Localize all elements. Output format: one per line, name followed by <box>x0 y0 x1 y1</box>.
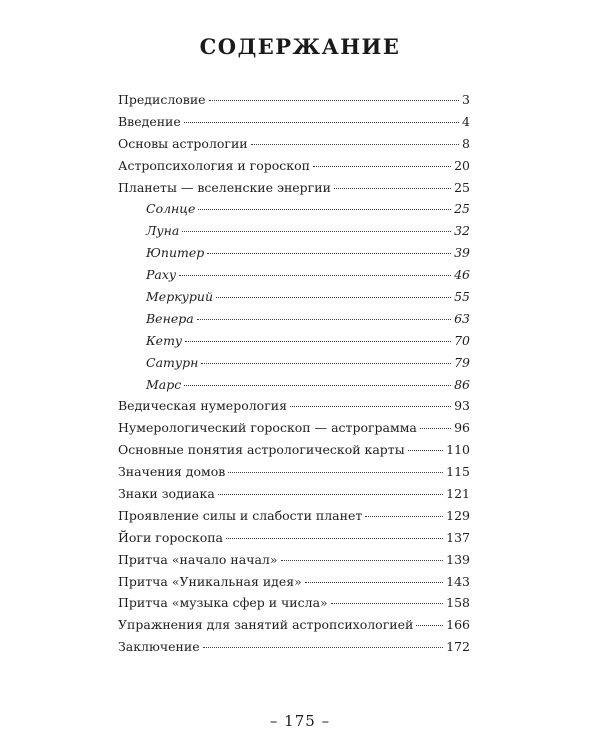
toc-entry-label: Марс <box>146 376 182 392</box>
toc-entry-label: Нумерологический гороскоп — астрограмма <box>118 420 417 436</box>
toc-entry-page: 86 <box>454 376 470 392</box>
toc-entry-label: Притча «Уникальная идея» <box>118 573 302 589</box>
toc-subentry-mercury <box>118 286 470 308</box>
toc-entry-conclusion <box>118 636 470 658</box>
dot-leader <box>216 297 451 298</box>
toc-entry-label: Предисловие <box>118 92 206 107</box>
toc-entry-page: 25 <box>454 179 470 195</box>
toc-entry-introduction <box>118 111 470 133</box>
dot-leader <box>197 319 451 320</box>
toc-entry-vedic-numerology <box>118 395 470 417</box>
toc-entry-planets <box>118 177 470 199</box>
toc-entry-page: 143 <box>446 573 470 589</box>
toc-entry-zodiac-signs <box>118 483 470 505</box>
toc-entry-page: 32 <box>454 223 470 239</box>
dot-leader <box>331 603 443 604</box>
toc-entry-page: 46 <box>454 267 470 283</box>
toc-entry-label: Основы астрологии <box>118 135 248 151</box>
toc-entry-label: Солнце <box>146 201 196 217</box>
toc-entry-label: Меркурий <box>146 289 214 305</box>
toc-entry-page: 55 <box>454 289 470 305</box>
toc-entry-page: 166 <box>446 617 470 633</box>
toc-entry-page: 3 <box>462 92 470 107</box>
dot-leader <box>226 538 443 539</box>
toc-entry-exercises <box>118 614 470 636</box>
toc-subentry-sun <box>118 198 470 220</box>
toc-entry-page: 79 <box>454 354 470 370</box>
toc-subentry-jupiter <box>118 242 470 264</box>
toc-entry-label: Планеты — вселенские энергии <box>118 179 331 195</box>
dot-leader <box>290 406 451 407</box>
toc-entry-horoscope-yogas <box>118 527 470 549</box>
toc-entry-preface <box>118 89 470 111</box>
toc-subentry-mars <box>118 374 470 396</box>
toc-entry-astrology-basics <box>118 133 470 155</box>
dot-leader <box>185 341 451 342</box>
toc-entry-label: Кету <box>146 332 183 348</box>
toc-subentry-rahu <box>118 264 470 286</box>
toc-entry-page: 96 <box>454 420 470 436</box>
toc-entry-page: 110 <box>446 442 470 458</box>
dot-leader <box>416 625 443 626</box>
toc-entry-label: Раху <box>146 267 177 283</box>
dot-leader <box>420 428 451 429</box>
toc-entry-chart-concepts <box>118 439 470 461</box>
toc-entry-label: Луна <box>146 223 180 239</box>
toc-entry-label: Знаки зодиака <box>118 486 215 502</box>
dot-leader <box>218 494 443 495</box>
dot-leader <box>182 231 451 232</box>
toc-entry-label: Юпитер <box>146 245 205 261</box>
toc-entry-page: 129 <box>446 507 470 523</box>
toc-entry-label: Введение <box>118 113 181 129</box>
toc-entry-label: Астропсихология и гороскоп <box>118 157 310 173</box>
toc-entry-label: Заключение <box>118 639 200 655</box>
table-of-contents <box>118 89 470 658</box>
toc-entry-page: 8 <box>462 135 470 151</box>
toc-entry-label: Притча «музыка сфер и числа» <box>118 595 328 611</box>
toc-entry-page: 139 <box>446 551 470 567</box>
toc-entry-house-meanings <box>118 461 470 483</box>
toc-entry-page: 25 <box>454 201 470 217</box>
dot-leader <box>184 122 459 123</box>
toc-entry-page: 4 <box>462 113 470 129</box>
page-number: – 175 – <box>269 712 331 730</box>
toc-entry-page: 20 <box>454 157 470 173</box>
toc-entry-label: Притча «начало начал» <box>118 551 278 567</box>
toc-entry-label: Основные понятия астрологической карты <box>118 442 405 458</box>
toc-subentry-ketu <box>118 330 470 352</box>
toc-subentry-venus <box>118 308 470 330</box>
dot-leader <box>365 516 443 517</box>
toc-entry-page: 115 <box>446 464 470 480</box>
dot-leader <box>305 582 443 583</box>
dot-leader <box>313 166 451 167</box>
dot-leader <box>207 253 451 254</box>
toc-entry-parable-unique-idea <box>118 571 470 593</box>
dot-leader <box>198 209 451 210</box>
toc-entry-parable-music-spheres <box>118 592 470 614</box>
toc-entry-page: 158 <box>446 595 470 611</box>
dot-leader <box>201 363 451 364</box>
toc-entry-label: Значения домов <box>118 464 226 480</box>
dot-leader <box>209 100 459 101</box>
dot-leader <box>281 560 444 561</box>
dot-leader <box>184 385 451 386</box>
toc-entry-numerology-horoscope <box>118 417 470 439</box>
dot-leader <box>334 188 451 189</box>
toc-entry-page: 63 <box>454 310 470 326</box>
toc-entry-label: Ведическая нумерология <box>118 398 287 414</box>
page-title: СОДЕРЖАНИЕ <box>199 34 401 59</box>
toc-entry-label: Проявление силы и слабости планет <box>118 507 363 523</box>
toc-entry-planet-strength <box>118 505 470 527</box>
dot-leader <box>251 144 459 145</box>
toc-subentry-saturn <box>118 352 470 374</box>
dot-leader <box>228 472 443 473</box>
toc-entry-label: Упражнения для занятий астропсихологией <box>118 617 414 633</box>
toc-entry-page: 137 <box>446 529 470 545</box>
dot-leader <box>203 647 444 648</box>
dot-leader <box>408 450 443 451</box>
toc-subentry-moon <box>118 220 470 242</box>
toc-entry-page: 172 <box>446 639 470 655</box>
toc-entry-astropsychology <box>118 155 470 177</box>
toc-entry-label: Сатурн <box>146 354 199 370</box>
toc-entry-label: Венера <box>146 310 194 326</box>
toc-entry-page: 70 <box>454 332 470 348</box>
toc-entry-page: 93 <box>454 398 470 414</box>
toc-entry-page: 121 <box>446 486 470 502</box>
toc-entry-page: 39 <box>454 245 470 261</box>
dot-leader <box>179 275 451 276</box>
toc-entry-label: Йоги гороскопа <box>118 529 224 545</box>
toc-entry-parable-beginning <box>118 549 470 571</box>
